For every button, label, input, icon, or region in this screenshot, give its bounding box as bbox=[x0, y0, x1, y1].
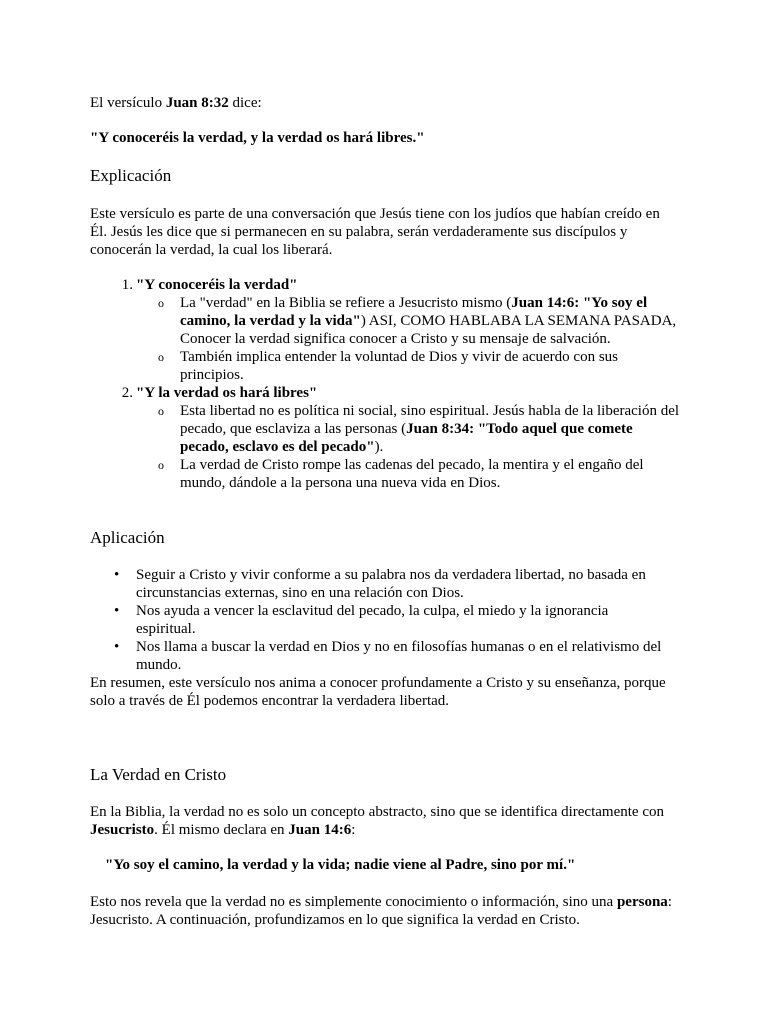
explicacion-list bbox=[90, 276, 680, 492]
verse-quote bbox=[90, 129, 680, 147]
verse-ref: Juan 14:6 bbox=[288, 822, 352, 838]
paragraph-bold: Jesucristo bbox=[90, 822, 155, 838]
sub-item-text: La "verdad" en la Biblia se refiere a Jesucristo mismo ( bbox=[180, 295, 512, 311]
sub-bullet-icon: o bbox=[158, 404, 164, 418]
bullet-icon: • bbox=[114, 639, 120, 655]
sub-item-text-end: ) ASI, COMO HABLABA LA SEMANA PASADA, Conocer la verdad significa conocer a Cristo y su mensaje de salvación. bbox=[180, 313, 677, 347]
sub-item-text: También implica entender la voluntad de Dios y vivir de acuerdo con sus principios. bbox=[180, 349, 618, 383]
verse-quote-text: "Y conoceréis la verdad, y la verdad os hará libres." bbox=[90, 130, 425, 146]
sub-item-text-end: ). bbox=[374, 439, 384, 455]
paragraph-text: Esto nos revela que la verdad no es simplemente conocimiento o información, sino una bbox=[90, 894, 617, 910]
list-item-text: Seguir a Cristo y vivir conforme a su palabra nos da verdadera libertad, no basada en circunstancias externas, sino en una relación con Dios. bbox=[136, 567, 646, 601]
list-number: 2. bbox=[121, 385, 133, 401]
list-item-title: "Y conoceréis la verdad" bbox=[136, 277, 298, 293]
paragraph-text: En la Biblia, la verdad no es solo un concepto abstracto, sino que se identifica directamente con bbox=[90, 804, 664, 820]
aplicacion-list bbox=[90, 566, 670, 674]
quote-text: "Yo soy el camino, la verdad y la vida; nadie viene al Padre, sino por mí." bbox=[105, 857, 576, 873]
sub-item-bold: Juan 8:34: "Todo aquel que comete pecado, esclavo es del pecado" bbox=[180, 421, 633, 455]
heading-aplicacion: Aplicación bbox=[90, 528, 165, 547]
paragraph-text: : bbox=[351, 822, 356, 838]
paragraph-text: : Jesucristo. A continuación, profundizamos en lo que significa la verdad en Cristo. bbox=[90, 894, 672, 928]
heading-verdad-cristo: La Verdad en Cristo bbox=[90, 765, 227, 784]
intro-paragraph bbox=[90, 94, 680, 112]
explicacion-paragraph: Este versículo es parte de una conversación que Jesús tiene con los judíos que habían creído en Él. Jesús les dice que si permanecen en su palabra, serán verdaderamente sus discípulos y conocerán la verdad, la cual los liberará. bbox=[90, 206, 660, 258]
sub-item-text: La verdad de Cristo rompe las cadenas del pecado, la mentira y el engaño del mundo, dándole a la persona una nueva vida en Dios. bbox=[180, 457, 644, 491]
sub-bullet-icon: o bbox=[158, 296, 164, 310]
verdad-paragraph-1 bbox=[90, 803, 680, 839]
sub-list-item bbox=[90, 402, 680, 456]
verdad-paragraph-2 bbox=[90, 893, 680, 929]
list-item bbox=[90, 602, 670, 638]
paragraph-text: . Él mismo declara en bbox=[154, 822, 289, 838]
bullet-icon: • bbox=[114, 603, 120, 619]
list-item bbox=[90, 566, 670, 602]
list-item bbox=[90, 276, 680, 294]
list-item-text: Nos ayuda a vencer la esclavitud del pecado, la culpa, el miedo y la ignorancia espiritual. bbox=[136, 603, 609, 637]
sub-list-item bbox=[90, 294, 680, 348]
sub-item-bold: Juan 14:6: "Yo soy el camino, la verdad y la vida" bbox=[180, 295, 648, 329]
verdad-quote bbox=[105, 856, 695, 874]
list-item bbox=[90, 638, 670, 674]
heading-explicacion: Explicación bbox=[90, 166, 172, 185]
sub-item-text: Esta libertad no es política ni social, sino espiritual. Jesús habla de la liberación del pecado, que esclaviza a las personas ( bbox=[180, 403, 680, 437]
bullet-icon: • bbox=[114, 567, 120, 583]
list-item-text: Nos llama a buscar la verdad en Dios y no en filosofías humanas o en el relativismo del mundo. bbox=[136, 639, 662, 673]
intro-suffix: dice: bbox=[228, 95, 262, 111]
intro-prefix: El versículo bbox=[90, 95, 166, 111]
list-item bbox=[90, 384, 680, 402]
sub-list-item bbox=[90, 348, 680, 384]
list-number: 1. bbox=[121, 277, 133, 293]
list-item-title: "Y la verdad os hará libres" bbox=[136, 385, 318, 401]
paragraph-bold: persona bbox=[616, 894, 668, 910]
sub-list-item bbox=[90, 456, 680, 492]
intro-verse-ref: Juan 8:32 bbox=[165, 95, 229, 111]
sub-bullet-icon: o bbox=[158, 350, 164, 364]
sub-bullet-icon: o bbox=[158, 458, 164, 472]
resumen-paragraph: En resumen, este versículo nos anima a conocer profundamente a Cristo y su enseñanza, porque solo a través de Él podemos encontrar la verdadera libertad. bbox=[90, 675, 666, 709]
